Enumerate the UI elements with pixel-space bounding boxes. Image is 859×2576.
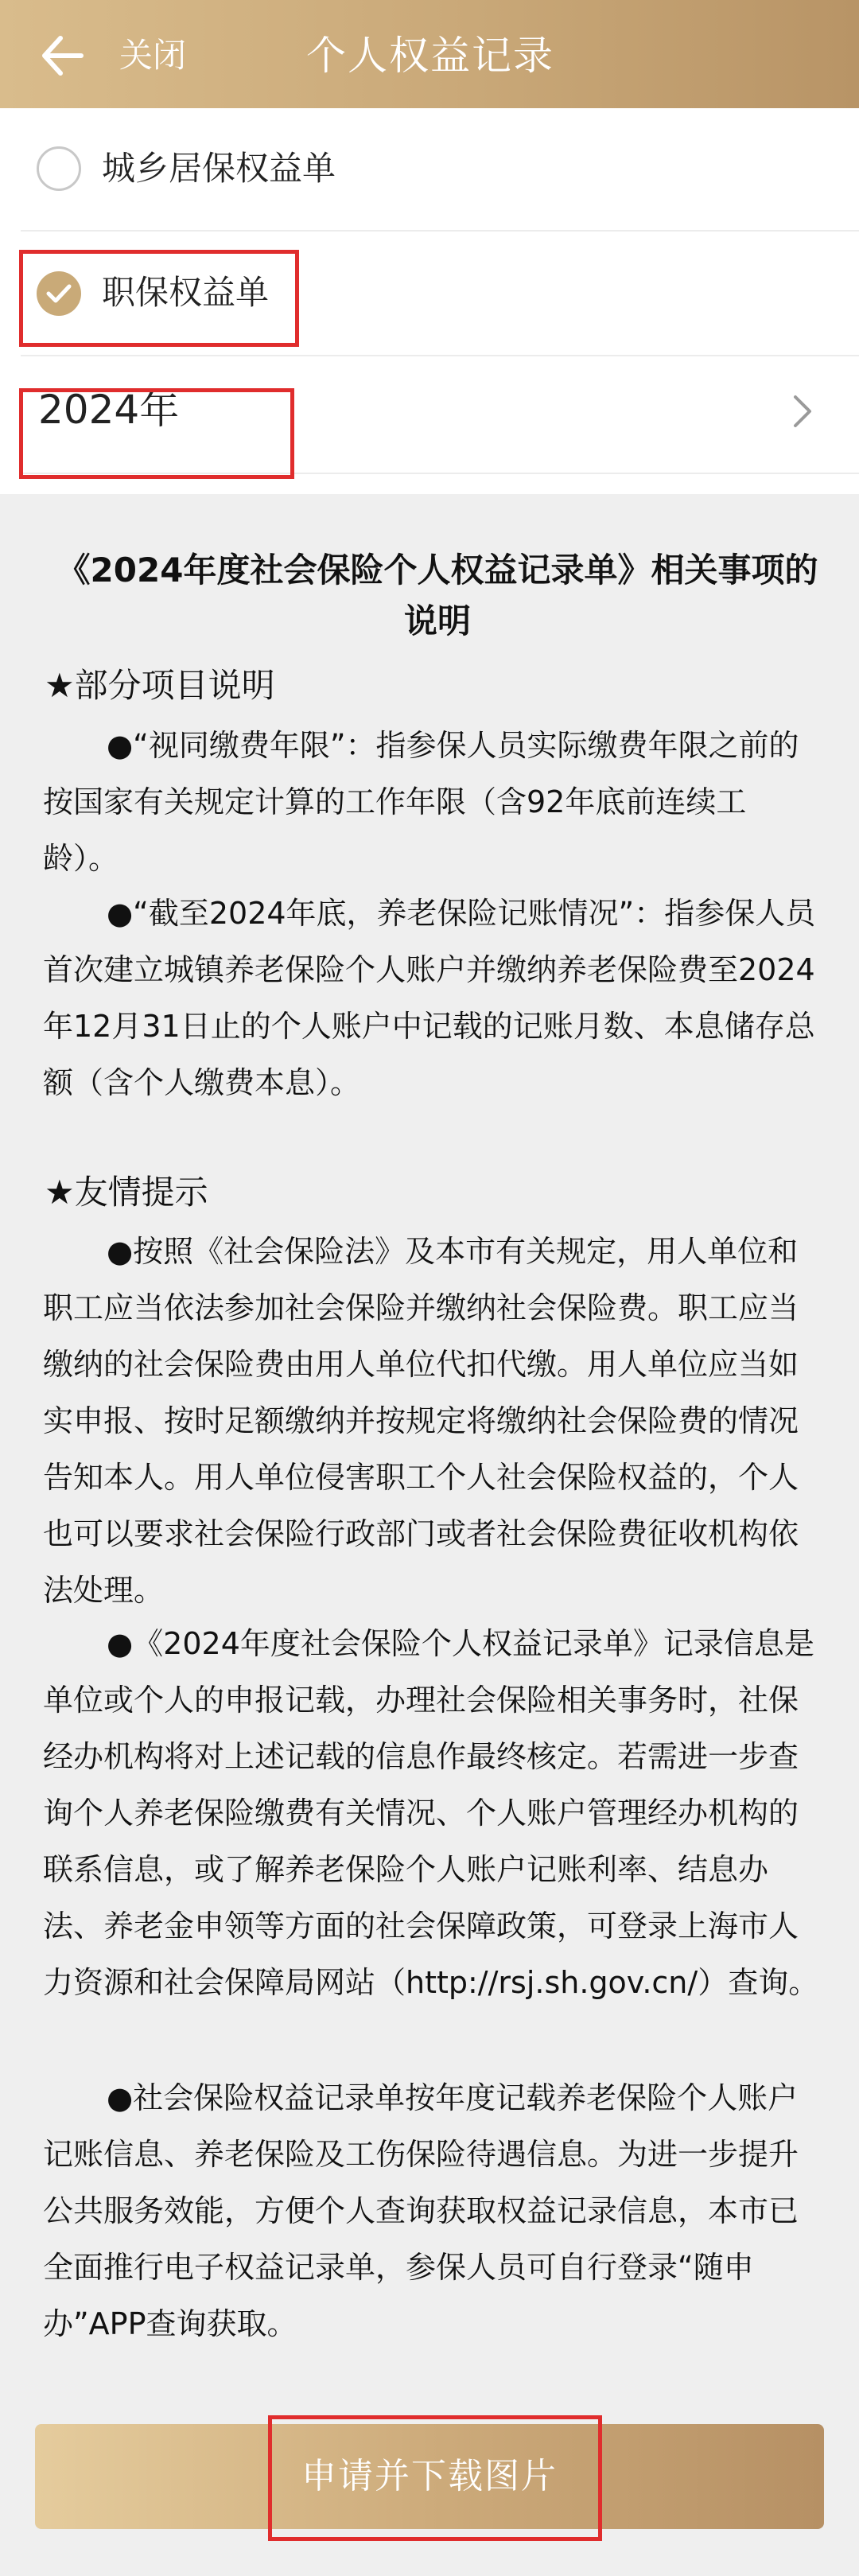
radio-checked[interactable] — [37, 271, 81, 316]
radio-unchecked[interactable] — [37, 146, 81, 191]
options-panel — [0, 108, 859, 494]
apply-download-button[interactable]: 申请并下载图片 — [35, 2424, 824, 2529]
paragraph: ●按照《社会保险法》及本市有关规定，用人单位和职工应当依法参加社会保险并缴纳社会保险费。职工应当缴纳的社会保险费由用人单位代扣代缴。用人单位应当如实申报、按时足额缴纳并按规定将缴纳社会保险费的情况告知本人。用人单位侵害职工个人社会保险权益的，个人也可以要求社会保险行政部门或者社会保险费征收机构依法处理。 — [43, 1234, 799, 1608]
paragraph: ●《2024年度社会保险个人权益记录单》记录信息是单位或个人的申报记载，办理社会保险相关事务时，社保经办机构将对上述记载的信息作最终核定。若需进一步查询个人养老保险缴费有关情况、个人账户管理经办机构的联系信息，或了解养老保险个人账户记账利率、结息办法、养老金申领等方面的社会保障政策，可登录上海市人力资源和社会保障局网站（http://rsj.sh.gov.cn/）查询。 — [43, 1626, 819, 2000]
document-title: 《2024年度社会保险个人权益记录单》相关事项的说明 — [56, 551, 818, 640]
year-value: 2024年 — [38, 387, 180, 433]
arrow-left-icon[interactable] — [40, 35, 84, 76]
check-icon — [46, 282, 72, 305]
chevron-right-icon — [789, 393, 816, 430]
paragraph: ●“视同缴费年限”：指参保人员实际缴费年限之前的按国家有关规定计算的工作年限（含92年底前连续工龄）。 — [43, 728, 799, 876]
divider — [21, 473, 859, 474]
option-employee-insurance[interactable] — [0, 232, 859, 355]
top-bar — [0, 0, 859, 108]
paragraph: ●“截至2024年底，养老保险记账情况”：指参保人员首次建立城镇养老保险个人账户并缴纳养老保险费至2024年12月31日止的个人账户中记载的记账月数、本息储存总额（含个人缴费本息）。 — [43, 896, 816, 1100]
page-title: 个人权益记录 — [306, 33, 554, 79]
close-link[interactable]: 关闭 — [119, 36, 187, 75]
section-heading-items: ★部分项目说明 — [45, 666, 275, 705]
year-selector[interactable] — [0, 356, 859, 468]
option-label: 职保权益单 — [102, 273, 270, 312]
option-rural-residents[interactable] — [0, 108, 859, 230]
section-heading-tips: ★友情提示 — [45, 1173, 208, 1212]
paragraph: ●社会保险权益记录单按年度记载养老保险个人账户记账信息、养老保险及工伤保险待遇信息。为进一步提升公共服务效能，方便个人查询获取权益记录信息，本市已全面推行电子权益记录单，参保人员可自行登录“随申办”APP查询获取。 — [43, 2080, 799, 2341]
option-label: 城乡居保权益单 — [102, 149, 336, 188]
